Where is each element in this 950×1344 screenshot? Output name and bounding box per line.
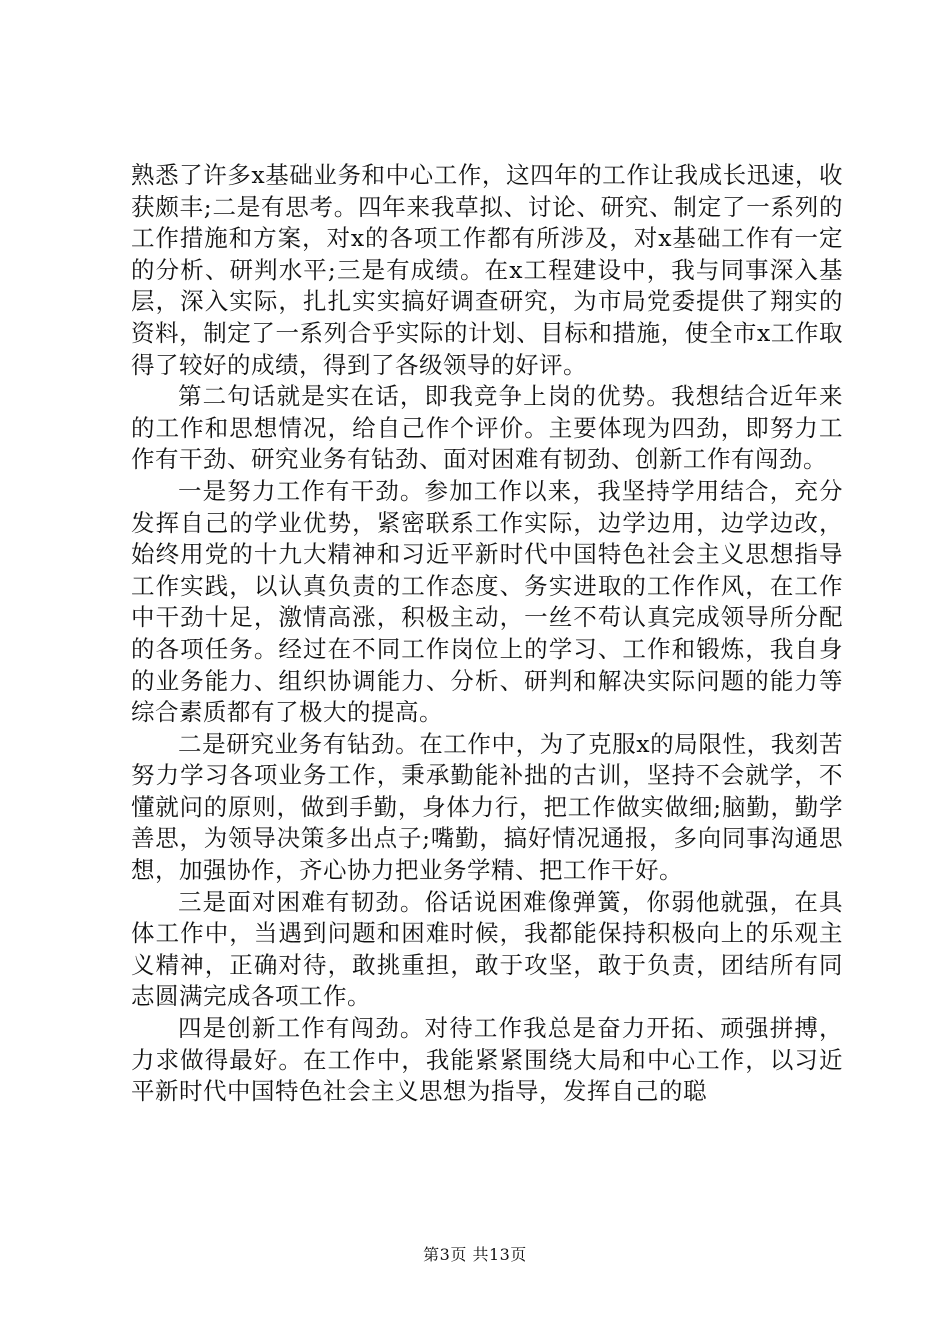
paragraph-tenacity: 三是面对困难有韧劲。俗话说困难像弹簧，你弱他就强，在具体工作中，当遇到问题和困难时候，我都能保持积极向上的乐观主义精神，正确对待，敢挑重担，敢于攻坚，敢于负责，团结所有同志圆满完成各项工作。 — [131, 887, 843, 1011]
page-number: 第3页 共13页 — [423, 1245, 527, 1264]
paragraph-continued: 熟悉了许多x基础业务和中心工作，这四年的工作让我成长迅速，收获颇丰;二是有思考。四年来我草拟、讨论、研究、制定了一系列的工作措施和方案，对x的各项工作都有所涉及，对x基础工作有一定的分析、研判水平;三是有成绩。在x工程建设中，我与同事深入基层，深入实际，扎扎实实搞好调查研究，为市局党委提供了翔实的资料，制定了一系列合乎实际的计划、目标和措施，使全市x工作取得了较好的成绩，得到了各级领导的好评。 — [131, 161, 843, 379]
document-body — [131, 160, 843, 1108]
page-footer — [0, 1245, 950, 1265]
paragraph-drive: 一是努力工作有干劲。参加工作以来，我坚持学用结合，充分发挥自己的学业优势，紧密联系工作实际，边学边用，边学边改，始终用党的十九大精神和习近平新时代中国特色社会主义思想指导工作实践，以认真负责的工作态度、务实进取的工作作风，在工作中干劲十足，激情高涨，积极主动，一丝不苟认真完成领导所分配的各项任务。经过在不同工作岗位上的学习、工作和锻炼，我自身的业务能力、组织协调能力、分析、研判和解决实际问题的能力等综合素质都有了极大的提高。 — [131, 476, 843, 727]
paragraph-innovation: 四是创新工作有闯劲。对待工作我总是奋力开拓、顽强拼搏，力求做得最好。在工作中，我能紧紧围绕大局和中心工作，以习近平新时代中国特色社会主义思想为指导，发挥自己的聪 — [131, 1014, 843, 1106]
paragraph-diligence: 二是研究业务有钻劲。在工作中，为了克服x的局限性，我刻苦努力学习各项业务工作，秉承勤能补拙的古训，坚持不会就学，不懂就问的原则，做到手勤，身体力行，把工作做实做细;脑勤，勤学善思，为领导决策多出点子;嘴勤，搞好情况通报，多向同事沟通思想，加强协作，齐心协力把业务学精、把工作干好。 — [131, 729, 843, 885]
paragraph-advantages-intro: 第二句话就是实在话，即我竞争上岗的优势。我想结合近年来的工作和思想情况，给自己作个评价。主要体现为四劲，即努力工作有干劲、研究业务有钻劲、面对困难有韧劲、创新工作有闯劲。 — [131, 382, 843, 474]
